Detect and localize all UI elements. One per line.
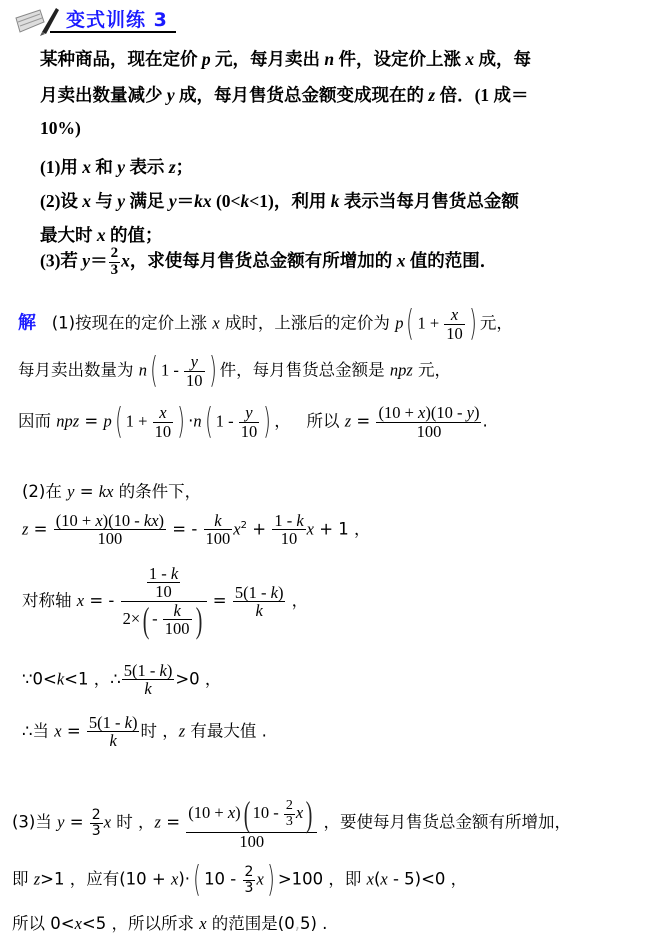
solution-part1-line3: 因而 npz = p( 1 + $\frac{x}{10}$ ) ·n( 1 - $\frac{y}{10}$ ) ， 所以 z = $\frac{(10 + x)(10 - y)}{100}$ . — [18, 401, 488, 442]
solution-part2-line3: 对称轴 x = - $\frac{1 - k}{10}$ 2×( - $\frac{k}{100}$ ) = $\frac{5(1 - k)}{k}$ ， — [22, 564, 309, 640]
problem-stem-line-1: 某种商品，现在定价 p 元，每月卖出 n 件，设定价上涨 x 成，每 — [40, 49, 531, 69]
solution-part3-line2: 即 z>1 ，应有(10 + x)·( 10 - $\frac{2}{3}$ x) >100 ，即 x(x - 5)<0 ， — [12, 859, 468, 900]
question-2-line-1: (2)设 x 与 y 满足 y＝kx (0<k<1)，利用 k 表示当每月售货总金额 — [40, 191, 519, 211]
solution-part2-line5: ∴当 x = $\frac{5(1 - k)}{k}$ 时 ，z 有最大值 . — [22, 713, 267, 751]
problem-stem-line-3: 10%) — [40, 118, 81, 138]
question-2-line-2: 最大时 x 的值； — [40, 225, 163, 245]
title-underline — [50, 31, 176, 33]
solution-part3-line1: (3)当 y = $\frac{2}{3}$ x 时 ，z = (10 + x)( 10 - $\frac{2}{3}$ x) 100 ，要使每月售货总金额有所增加， — [12, 794, 571, 851]
problem-stem-line-2: 月卖出数量减少 y 成，每月售货总金额变成现在的 z 倍．(1 成＝ — [40, 85, 529, 105]
solution-part2-line2: z = $\frac{(10 + x)(10 - kx)}{100}$ = - $\frac{k}{100}$ $x^2$ + $\frac{1 - k}{10}$ x + 1 ， — [22, 511, 371, 549]
solution-part2-line1: (2)在 y = kx 的条件下， — [22, 482, 202, 501]
solution-part2-line4: ∵0<k<1 ，∴ $\frac{5(1 - k)}{k}$ >0 ， — [22, 661, 222, 699]
section-header — [0, 0, 300, 38]
solution-label: 解 — [18, 312, 36, 334]
solution-part1-line1: 解 (1)按现在的定价上涨 x 成时，上涨后的定价为 p( 1 + $\frac{x}{10}$ ) 元， — [18, 303, 513, 344]
section-title: 变式训练 3 — [66, 9, 168, 31]
solution-part3-line3: 所以 0<x<5 ，所以所求 x 的范围是(0,5) . — [12, 914, 328, 933]
question-1: (1)用 x 和 y 表示 z； — [40, 157, 194, 177]
question-3: (3)若 y＝ $\frac{2}{3}$ x，求使每月售货总金额有所增加的 x 值的范围． — [40, 245, 498, 278]
solution-part1-line2: 每月卖出数量为 n( 1 - $\frac{y}{10}$ ) 件，每月售货总金额是 npz 元， — [18, 350, 452, 391]
